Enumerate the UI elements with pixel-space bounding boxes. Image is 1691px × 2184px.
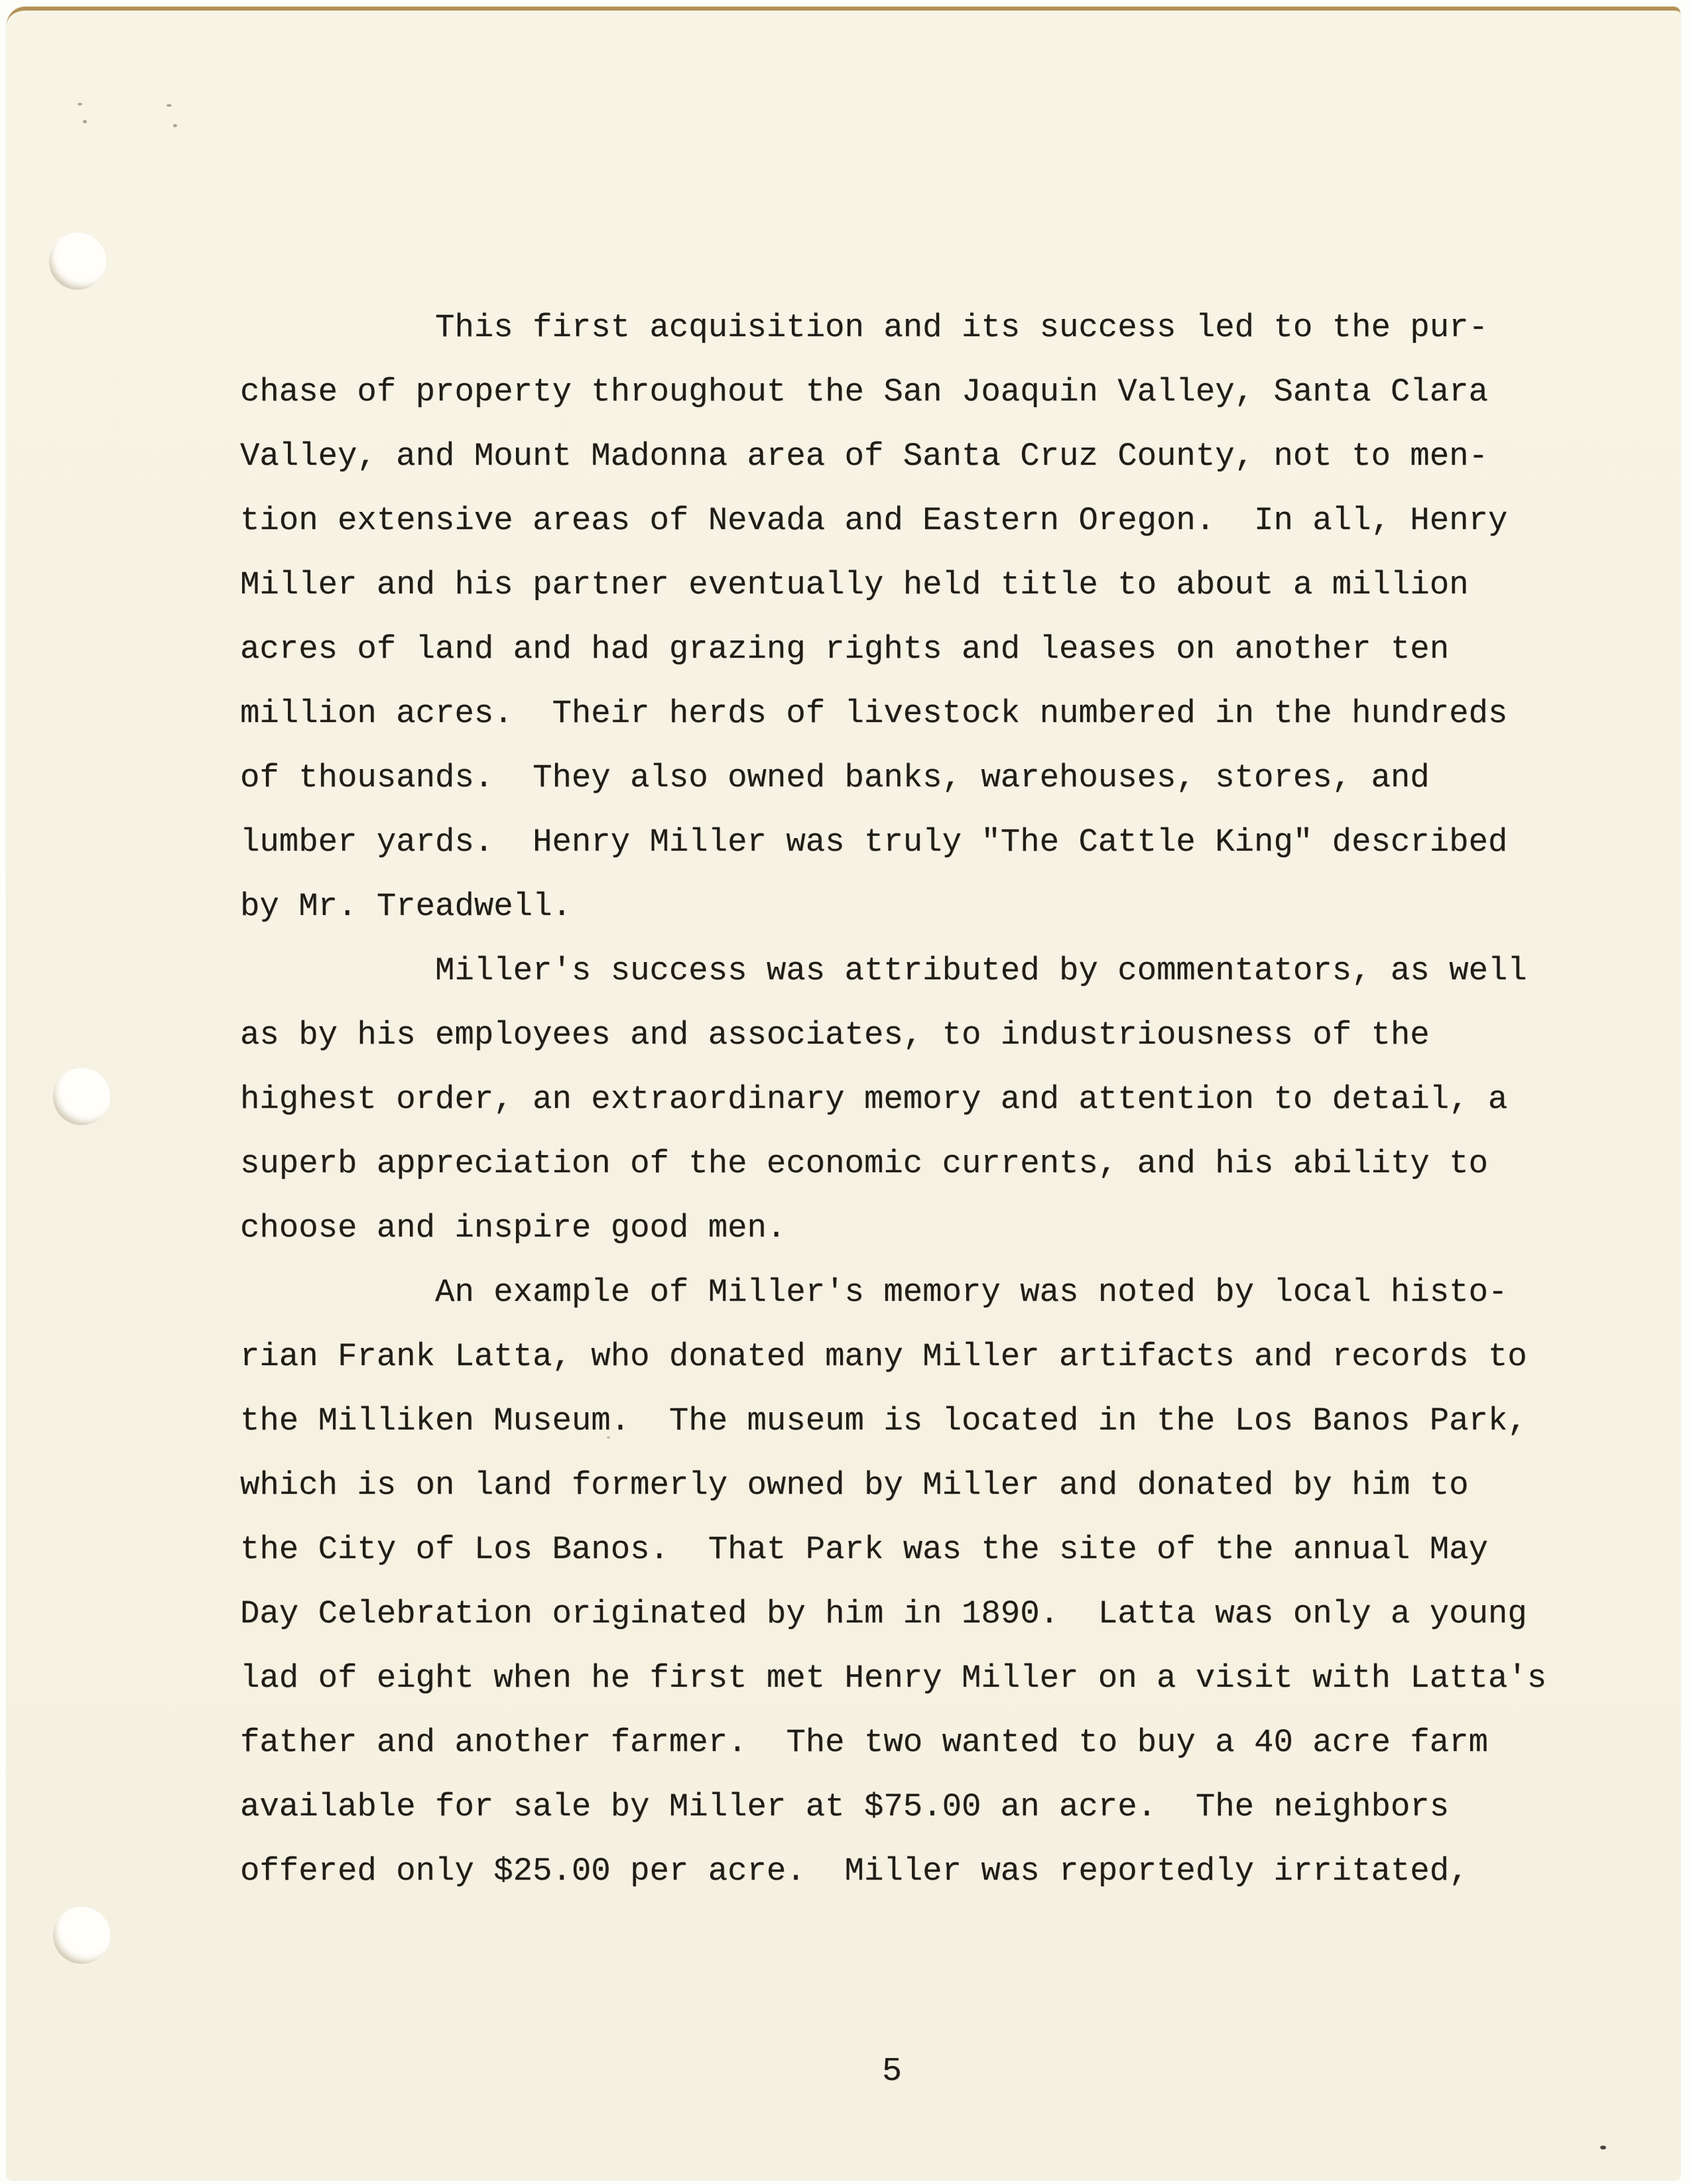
typed-line: Day Celebration originated by him in 1890. Latta was only a young xyxy=(240,1595,1527,1632)
typed-line: lad of eight when he first met Henry Miller on a visit with Latta's xyxy=(240,1660,1547,1697)
typed-text xyxy=(240,296,1566,1904)
punch-hole-top xyxy=(49,233,106,290)
scan-speck xyxy=(1600,2146,1606,2150)
typed-line: which is on land formerly owned by Miller and donated by him to xyxy=(240,1467,1469,1504)
typed-line: by Mr. Treadwell. xyxy=(240,888,572,925)
scan-speck xyxy=(78,103,82,105)
typed-line: Miller and his partner eventually held title to about a million xyxy=(240,566,1469,603)
typed-line: father and another farmer. The two wanted to buy a 40 acre farm xyxy=(240,1724,1488,1761)
typed-line: highest order, an extraordinary memory and attention to detail, a xyxy=(240,1081,1508,1118)
typed-line: superb appreciation of the economic currents, and his ability to xyxy=(240,1145,1488,1182)
punch-hole-bottom xyxy=(53,1907,110,1964)
typed-line: Miller's success was attributed by commentators, as well xyxy=(240,952,1527,989)
typed-line: An example of Miller's memory was noted by local histo- xyxy=(240,1274,1508,1311)
typed-line: rian Frank Latta, who donated many Miller artifacts and records to xyxy=(240,1338,1527,1375)
typed-line: as by his employees and associates, to industriousness of the xyxy=(240,1016,1430,1054)
typed-line: choose and inspire good men. xyxy=(240,1209,786,1246)
typed-line: This first acquisition and its success led to the pur- xyxy=(240,309,1488,346)
typed-line: Valley, and Mount Madonna area of Santa Cruz County, not to men- xyxy=(240,438,1488,475)
page-number: 5 xyxy=(882,2053,903,2091)
scan-speck xyxy=(166,104,172,107)
typed-line: offered only $25.00 per acre. Miller was reportedly irritated, xyxy=(240,1852,1469,1890)
scan-speck xyxy=(83,120,87,123)
typed-line: lumber yards. Henry Miller was truly "The Cattle King" described xyxy=(240,823,1508,861)
punch-hole-middle xyxy=(53,1068,110,1125)
typed-line: chase of property throughout the San Joaquin Valley, Santa Clara xyxy=(240,373,1488,410)
typed-line: million acres. Their herds of livestock numbered in the hundreds xyxy=(240,695,1508,732)
typed-line: available for sale by Miller at $75.00 an acre. The neighbors xyxy=(240,1788,1450,1825)
paper-sheet xyxy=(7,7,1680,2180)
typed-line: acres of land and had grazing rights and leases on another ten xyxy=(240,631,1450,668)
typed-line: the City of Los Banos. That Park was the site of the annual May xyxy=(240,1531,1488,1568)
scan-speck xyxy=(173,124,177,127)
typed-line: the Milliken Museum. The museum is located in the Los Banos Park, xyxy=(240,1402,1527,1439)
typed-line: tion extensive areas of Nevada and Eastern Oregon. In all, Henry xyxy=(240,502,1508,539)
typed-line: of thousands. They also owned banks, warehouses, stores, and xyxy=(240,759,1430,796)
